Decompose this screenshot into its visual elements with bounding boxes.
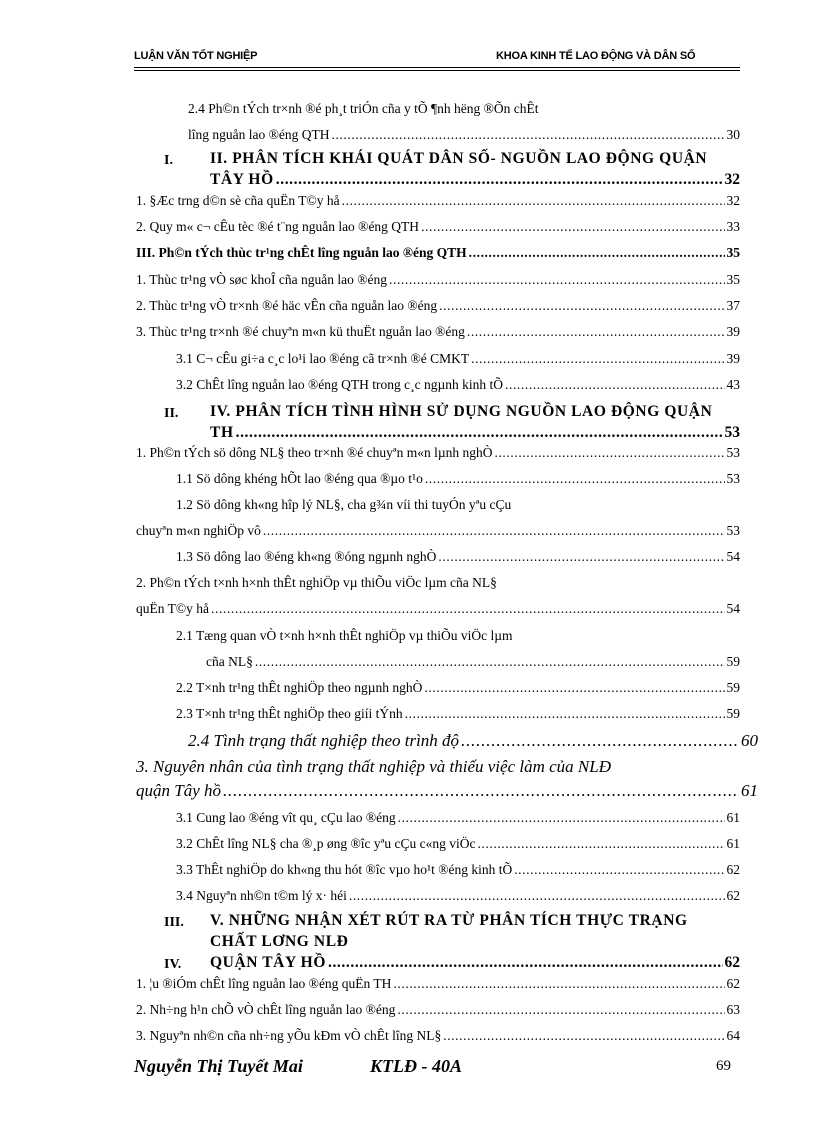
toc-leader-dots	[255, 654, 725, 670]
toc-page-number: 62	[724, 954, 740, 971]
toc-entry	[136, 783, 758, 799]
toc-page-number: 35	[726, 245, 740, 260]
toc-page-number: 61	[726, 810, 740, 825]
toc-leader-dots	[439, 298, 724, 314]
toc-entry	[176, 549, 740, 565]
toc-entry-text: cña NL§	[206, 654, 253, 669]
toc-leader-dots	[263, 523, 725, 539]
toc-entry-text: 2.2 T×nh tr¹ng thÊt nghiÖp theo ngµnh nghÒ	[176, 680, 423, 695]
toc-entry	[136, 1002, 740, 1018]
toc-entry-text: 3.1 Cung lao ®éng vît qu¸ cÇu lao ®éng	[176, 810, 396, 825]
toc-entry	[136, 272, 740, 288]
toc-leader-dots	[421, 219, 724, 235]
toc-leader-dots	[328, 955, 723, 971]
toc-entry-text: 2.1 Tæng quan vÒ t×nh h×nh thÊt nghiÖp vµ thiÕu viÖc lµm	[176, 628, 513, 643]
toc-entry	[136, 298, 740, 314]
toc-leader-dots	[424, 680, 724, 696]
toc-leader-dots	[397, 1002, 724, 1018]
toc-entry-text: 2. Nh÷ng h¹n chÕ vÒ chÊt lîng nguån lao ®éng	[136, 1002, 396, 1017]
toc-leader-dots	[223, 783, 739, 799]
toc-entry-text: 1.2 Sö dông kh«ng hîp lý NL§, cha g¾n víi thi tuyÓn yªu cÇu	[176, 497, 512, 512]
toc-entry-text: QUẬN TÂY HỒ	[210, 954, 326, 971]
toc-entry	[188, 127, 740, 143]
toc-entry	[136, 219, 740, 235]
toc-entry-text: 3.3 ThÊt nghiÖp do kh«ng thu hót ®îc vµo ho¹t ®éng kinh tÕ	[176, 862, 513, 877]
toc-entry-text: 2. Thùc tr¹ng vÒ tr×nh ®é häc vÊn cña nguån lao ®éng	[136, 298, 438, 313]
toc-entry-text: 3.2 ChÊt lîng nguån lao ®éng QTH trong c¸c ngµnh kinh tÕ	[176, 377, 503, 392]
toc-page-number: 54	[726, 549, 740, 564]
toc-section-heading: V. NHỮNG NHẬN XÉT RÚT RA TỪ PHÂN TÍCH THỰC TRẠNG	[210, 912, 688, 929]
toc-entry-text: 1.3 Sö dông lao ®éng kh«ng ®óng ngµnh nghÒ	[176, 549, 437, 564]
toc-entry	[136, 193, 740, 209]
toc-page-number: 39	[726, 324, 740, 339]
toc-entry	[210, 172, 740, 188]
header-right-title: KHOA KINH TẾ LAO ĐỘNG VÀ DÂN SỐ	[496, 50, 696, 62]
toc-entry	[176, 680, 740, 696]
toc-entry	[136, 976, 740, 992]
toc-leader-dots	[331, 127, 724, 143]
toc-leader-dots	[467, 324, 725, 340]
toc-entry	[210, 955, 740, 971]
toc-leader-dots	[505, 377, 725, 393]
toc-leader-dots	[236, 425, 723, 441]
toc-page-number: 61	[726, 836, 740, 851]
toc-entry-text: 2.4 Ph©n tÝch tr×nh ®é ph¸t triÓn cña y tÕ ¶nh hëng ®Õn chÊt	[188, 101, 539, 116]
toc-entry	[136, 759, 611, 775]
toc-entry	[188, 733, 758, 749]
toc-page-number: 53	[726, 523, 740, 538]
toc-roman-numeral: II.	[164, 406, 179, 421]
toc-leader-dots	[425, 471, 725, 487]
toc-section-heading: II. PHÂN TÍCH KHÁI QUÁT DÂN SỐ- NGUỒN LAO ĐỘNG QUẬN	[210, 150, 708, 167]
toc-entry	[136, 601, 740, 617]
toc-entry	[136, 1028, 740, 1044]
toc-entry	[206, 654, 740, 670]
toc-entry	[176, 706, 740, 722]
toc-leader-dots	[477, 836, 724, 852]
toc-entry	[176, 628, 513, 644]
toc-page-number: 60	[741, 731, 758, 750]
toc-page-number: 37	[726, 298, 740, 313]
toc-leader-dots	[349, 888, 725, 904]
toc-page-number: 59	[726, 680, 740, 695]
toc-leader-dots	[393, 976, 724, 992]
toc-leader-dots	[398, 810, 725, 826]
toc-roman-numeral: I.	[164, 153, 173, 168]
toc-page-number: 62	[726, 862, 740, 877]
toc-entry-text: 2.3 T×nh tr¹ng thÊt nghiÖp theo giíi tÝnh	[176, 706, 403, 721]
toc-entry-text: 3. Nguyên nhân của tình trạng thất nghiệp và thiếu việc làm của NLĐ	[136, 757, 611, 776]
toc-page-number: 62	[726, 888, 740, 903]
toc-entry-text: quËn T©y hå	[136, 601, 209, 616]
toc-leader-dots	[389, 272, 725, 288]
toc-entry	[176, 471, 740, 487]
toc-roman-numeral: III.	[164, 915, 184, 930]
toc-entry-text: 1.1 Sö dông khéng hÕt lao ®éng qua ®µo t¹o	[176, 471, 423, 486]
toc-roman-numeral: IV.	[164, 957, 182, 972]
toc-leader-dots	[342, 193, 725, 209]
toc-leader-dots	[469, 245, 725, 261]
toc-entry-text: 2. Ph©n tÝch t×nh h×nh thÊt nghiÖp vµ thiÕu viÖc lµm cña NL§	[136, 575, 497, 590]
footer-page-number: 69	[716, 1058, 731, 1074]
toc-page-number: 54	[726, 601, 740, 616]
toc-entry	[176, 810, 740, 826]
toc-entry	[210, 425, 740, 441]
toc-leader-dots	[211, 601, 725, 617]
toc-entry-text: 3. Thùc tr¹ng tr×nh ®é chuyªn m«n kü thuËt nguån lao ®éng	[136, 324, 465, 339]
header-left-title: LUẬN VĂN TỐT NGHIỆP	[134, 50, 258, 62]
toc-page-number: 62	[726, 976, 740, 991]
toc-entry-text: III. Ph©n tÝch thùc tr¹ng chÊt lîng nguån lao ®éng QTH	[136, 245, 467, 260]
toc-entry	[176, 497, 511, 513]
footer-author: Nguyễn Thị Tuyết Mai	[134, 1056, 303, 1076]
toc-entry	[188, 101, 538, 117]
toc-page-number: 43	[726, 377, 740, 392]
toc-page-number: 63	[726, 1002, 740, 1017]
toc-page-number: 53	[724, 424, 740, 441]
toc-entry	[176, 836, 740, 852]
toc-entry	[136, 523, 740, 539]
toc-leader-dots	[443, 1028, 724, 1044]
toc-page-number: 59	[726, 706, 740, 721]
toc-entry	[176, 862, 740, 878]
toc-entry-text: TH	[210, 424, 234, 441]
toc-entry-text: quận Tây hồ	[136, 781, 221, 800]
toc-entry	[136, 245, 740, 261]
toc-entry	[136, 324, 740, 340]
toc-entry	[176, 888, 740, 904]
toc-leader-dots	[405, 706, 725, 722]
toc-page-number: 39	[726, 351, 740, 366]
toc-entry-text: 2.4 Tình trạng thất nghiệp theo trình độ	[188, 731, 460, 750]
footer-class: KTLĐ - 40A	[370, 1056, 462, 1076]
toc-entry-text: 2. Quy m« c¬ cÊu tèc ®é t¨ng nguån lao ®éng QTH	[136, 219, 420, 234]
toc-page-number: 53	[726, 445, 740, 460]
toc-leader-dots	[494, 445, 724, 461]
toc-entry-text: 3. Nguyªn nh©n cña nh÷ng yÕu kÐm vÒ chÊt lîng NL§	[136, 1028, 442, 1043]
toc-section-heading-cont: CHẤT LƠNG NLĐ	[210, 933, 349, 950]
toc-page-number: 35	[726, 272, 740, 287]
toc-page-number: 64	[726, 1028, 740, 1043]
toc-entry-text: 3.2 ChÊt lîng NL§ cha ®¸p øng ®îc yªu cÇu c«ng viÖc	[176, 836, 476, 851]
toc-leader-dots	[514, 862, 724, 878]
toc-page-number: 32	[726, 193, 740, 208]
toc-entry-text: chuyªn m«n nghiÖp vô	[136, 523, 261, 538]
toc-leader-dots	[461, 733, 739, 749]
toc-entry	[176, 377, 740, 393]
toc-entry	[176, 351, 740, 367]
toc-entry	[136, 445, 740, 461]
toc-entry-text: TÂY HỒ	[210, 171, 274, 188]
toc-entry-text: lîng nguån lao ®éng QTH	[188, 127, 330, 142]
toc-entry-text: 3.4 Nguyªn nh©n t©m lý x· héi	[176, 888, 347, 903]
toc-entry-text: 3.1 C¬ cÊu gi÷a c¸c lo¹i lao ®éng cã tr×nh ®é CMKT	[176, 351, 470, 366]
toc-leader-dots	[276, 172, 723, 188]
toc-entry-text: 1. Ph©n tÝch sö dông NL§ theo tr×nh ®é chuyªn m«n lµnh nghÒ	[136, 445, 493, 460]
toc-entry	[136, 575, 497, 591]
toc-page-number: 53	[726, 471, 740, 486]
toc-page-number: 33	[726, 219, 740, 234]
toc-entry-text: 1. ¦u ®iÓm chÊt lîng nguån lao ®éng quËn TH	[136, 976, 392, 991]
toc-page-number: 32	[724, 171, 740, 188]
toc-leader-dots	[471, 351, 724, 367]
toc-page-number: 59	[726, 654, 740, 669]
toc-entry-text: 1. Thùc tr¹ng vÒ søc khoÎ cña nguån lao ®éng	[136, 272, 387, 287]
toc-page-number: 30	[726, 127, 740, 142]
toc-entry-text: 1. §Æc trng d©n sè cña quËn T©y hå	[136, 193, 340, 208]
toc-page-number: 61	[741, 781, 758, 800]
toc-leader-dots	[438, 549, 724, 565]
toc-section-heading: IV. PHÂN TÍCH TÌNH HÌNH SỬ DỤNG NGUỒN LAO ĐỘNG QUẬN	[210, 403, 713, 420]
